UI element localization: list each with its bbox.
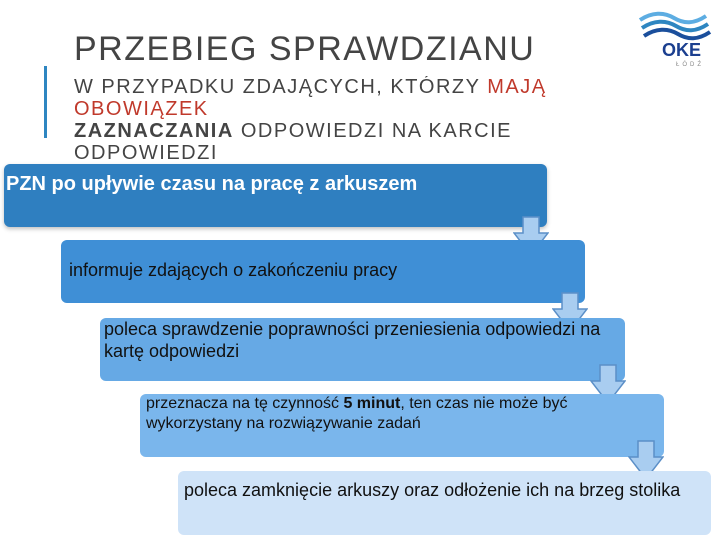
step-4-text-1: przeznacza na tę czynność <box>146 395 344 412</box>
subtitle-text-1: W PRZYPADKU ZDAJĄCYCH, KTÓRZY <box>74 76 488 98</box>
step-4-bold-text: 5 minut <box>343 395 401 412</box>
step-2-text: informuje zdających o zakończeniu pracy <box>69 260 398 280</box>
slide-title: PRZEBIEG SPRAWDZIANU <box>74 30 536 68</box>
step-4 <box>140 394 664 457</box>
step-5-text: poleca zamknięcie arkuszy oraz odłożenie ich na brzeg stolika <box>184 480 681 500</box>
subtitle-bold-text: ZAZNACZANIA <box>74 120 234 142</box>
accent-bar <box>44 66 47 138</box>
logo-subtext: ŁÓDŹ <box>676 62 705 68</box>
subtitle-text-2: ODPOWIEDZI NA KARCIE ODPOWIEDZI <box>74 120 513 160</box>
step-1 <box>4 164 547 227</box>
step-3 <box>100 318 625 381</box>
subtitle-red-text: MAJĄ OBOWIĄZEK <box>74 76 547 120</box>
step-4-text-2: , ten czas nie może być wykorzystany na rozwiązywanie zadań <box>146 395 568 432</box>
step-3-text: poleca sprawdzenie poprawności przeniesienia odpowiedzi na kartę odpowiedzi <box>104 319 601 361</box>
step-1-text: PZN po upływie czasu na pracę z arkuszem <box>6 173 418 195</box>
step-5 <box>178 471 711 535</box>
logo-text: OKE <box>662 40 702 60</box>
oke-logo <box>632 6 716 68</box>
step-2 <box>61 240 585 303</box>
slide-subtitle <box>74 76 634 160</box>
